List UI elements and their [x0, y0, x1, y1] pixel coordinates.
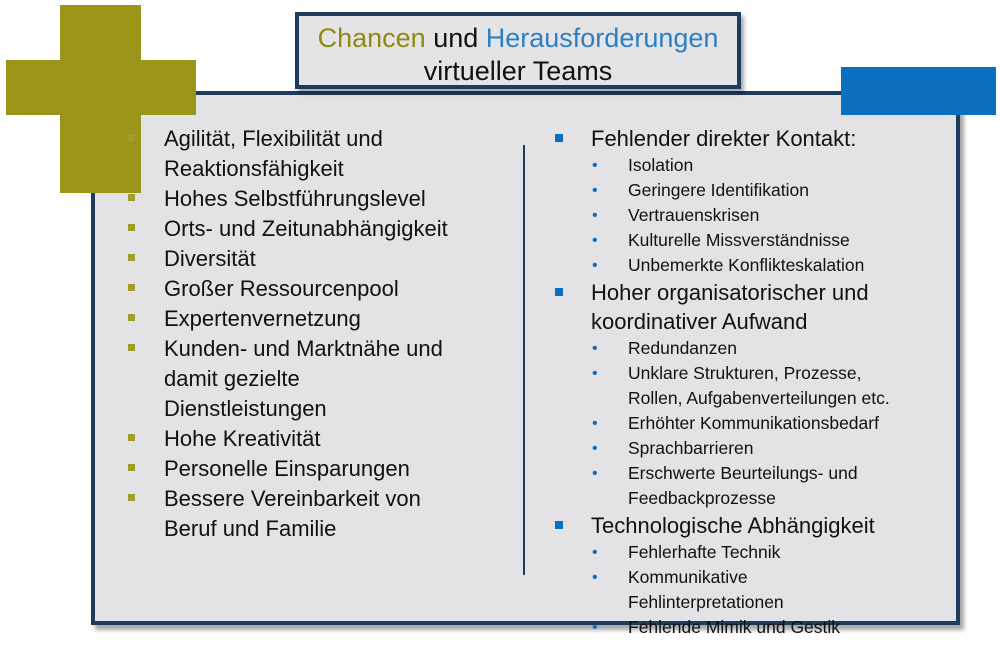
dot-bullet-icon: •: [592, 207, 598, 224]
square-bullet-icon: [555, 134, 563, 142]
title-und: und: [425, 23, 486, 53]
opportunity-item: [124, 244, 514, 274]
opportunity-item: [124, 454, 514, 484]
challenge-text-line: Fehlender direkter Kontakt:: [591, 126, 857, 151]
challenge-subitem-text-line: Feedbackprozesse: [628, 488, 776, 508]
square-bullet-icon: [128, 224, 135, 231]
challenge-subitem-text-line: Fehlinterpretationen: [628, 592, 784, 612]
opportunity-text-line: Reaktionsfähigkeit: [164, 156, 344, 181]
opportunity-item: [124, 334, 514, 424]
opportunity-text-line: Großer Ressourcenpool: [164, 276, 399, 301]
opportunity-text-line: Orts- und Zeitunabhängigkeit: [164, 216, 448, 241]
challenge-item: [551, 278, 981, 511]
opportunity-item: [124, 214, 514, 244]
challenge-sublist: [591, 540, 981, 640]
square-bullet-icon: [128, 284, 135, 291]
opportunity-item: [124, 124, 514, 184]
challenge-item: [551, 124, 981, 278]
dot-bullet-icon: •: [592, 415, 598, 432]
square-bullet-icon: [555, 288, 563, 296]
dot-bullet-icon: •: [592, 365, 598, 382]
challenge-subitem-text-line: Rollen, Aufgabenverteilungen etc.: [628, 388, 890, 408]
challenge-subitem-text-line: Fehlerhafte Technik: [628, 542, 781, 562]
square-bullet-icon: [128, 344, 135, 351]
challenge-subitem: [591, 461, 981, 511]
title-chancen: Chancen: [317, 23, 426, 53]
challenge-sublist: [591, 336, 981, 511]
challenge-subitem-text-line: Kommunikative: [628, 567, 748, 587]
dot-bullet-icon: •: [592, 182, 598, 199]
challenge-item: [551, 511, 981, 640]
dot-bullet-icon: •: [592, 257, 598, 274]
challenge-subitem: [591, 540, 981, 565]
challenge-subitem: [591, 336, 981, 361]
opportunity-item: [124, 304, 514, 334]
opportunities-list: [124, 124, 514, 544]
opportunity-text-line: damit gezielte: [164, 366, 300, 391]
challenge-subitem-text-line: Erschwerte Beurteilungs- und: [628, 463, 858, 483]
opportunity-text-line: Expertenvernetzung: [164, 306, 361, 331]
challenge-subitem-text-line: Fehlende Mimik und Gestik: [628, 617, 841, 637]
opportunity-text-line: Hohe Kreativität: [164, 426, 321, 451]
square-bullet-icon: [128, 494, 135, 501]
dot-bullet-icon: •: [592, 157, 598, 174]
opportunity-item: [124, 424, 514, 454]
challenge-subitem: [591, 411, 981, 436]
challenge-subitem-text-line: Unbemerkte Konflikteskalation: [628, 255, 865, 275]
title-herausforderungen: Herausforderungen: [485, 23, 719, 53]
opportunity-text-line: Dienstleistungen: [164, 396, 327, 421]
opportunity-text-line: Kunden- und Marktnähe und: [164, 336, 443, 361]
challenge-subitem-text-line: Redundanzen: [628, 338, 737, 358]
opportunity-text-line: Bessere Vereinbarkeit von: [164, 486, 421, 511]
square-bullet-icon: [128, 464, 135, 471]
dot-bullet-icon: •: [592, 544, 598, 561]
challenge-subitem-text-line: Sprachbarrieren: [628, 438, 754, 458]
challenge-subitem: [591, 178, 981, 203]
opportunity-item: [124, 274, 514, 304]
challenge-subitem: [591, 565, 981, 615]
title-line-1: [299, 22, 737, 55]
opportunity-item: [124, 184, 514, 214]
title-line-2: virtueller Teams: [423, 56, 613, 86]
challenge-subitem-text-line: Unklare Strukturen, Prozesse,: [628, 363, 862, 383]
square-bullet-icon: [128, 314, 135, 321]
opportunity-item: [124, 484, 514, 544]
challenge-subitem: [591, 361, 981, 411]
minus-icon: [841, 67, 996, 115]
dot-bullet-icon: •: [592, 465, 598, 482]
challenges-list: [551, 124, 981, 640]
challenge-subitem-text-line: Kulturelle Missverständnisse: [628, 230, 850, 250]
dot-bullet-icon: •: [592, 440, 598, 457]
opportunity-text-line: Beruf und Familie: [164, 516, 337, 541]
challenge-text-line: Technologische Abhängigkeit: [591, 513, 875, 538]
challenge-text-line: Hoher organisatorischer und: [591, 280, 869, 305]
opportunity-text-line: Diversität: [164, 246, 256, 271]
plus-icon-bar: [6, 60, 196, 115]
title-box: [295, 12, 741, 89]
challenge-subitem: [591, 153, 981, 178]
challenge-subitem: [591, 436, 981, 461]
challenge-subitem: [591, 228, 981, 253]
challenge-subitem-text-line: Isolation: [628, 155, 694, 175]
challenge-subitem: [591, 253, 981, 278]
challenge-text-line: koordinativer Aufwand: [591, 309, 808, 334]
square-bullet-icon: [128, 134, 135, 141]
opportunity-text-line: Hohes Selbstführungslevel: [164, 186, 426, 211]
square-bullet-icon: [128, 254, 135, 261]
dot-bullet-icon: •: [592, 340, 598, 357]
dot-bullet-icon: •: [592, 569, 598, 586]
square-bullet-icon: [128, 434, 135, 441]
opportunity-text-line: Personelle Einsparungen: [164, 456, 410, 481]
challenge-sublist: [591, 153, 981, 278]
challenge-subitem-text-line: Erhöhter Kommunikationsbedarf: [628, 413, 879, 433]
challenge-subitem-text-line: Vertrauenskrisen: [628, 205, 760, 225]
dot-bullet-icon: •: [592, 232, 598, 249]
challenge-subitem: [591, 203, 981, 228]
column-divider: [523, 145, 525, 575]
opportunity-text-line: Agilität, Flexibilität und: [164, 126, 383, 151]
challenge-subitem: [591, 615, 981, 640]
dot-bullet-icon: •: [592, 619, 598, 636]
square-bullet-icon: [128, 194, 135, 201]
square-bullet-icon: [555, 521, 563, 529]
challenge-subitem-text-line: Geringere Identifikation: [628, 180, 809, 200]
